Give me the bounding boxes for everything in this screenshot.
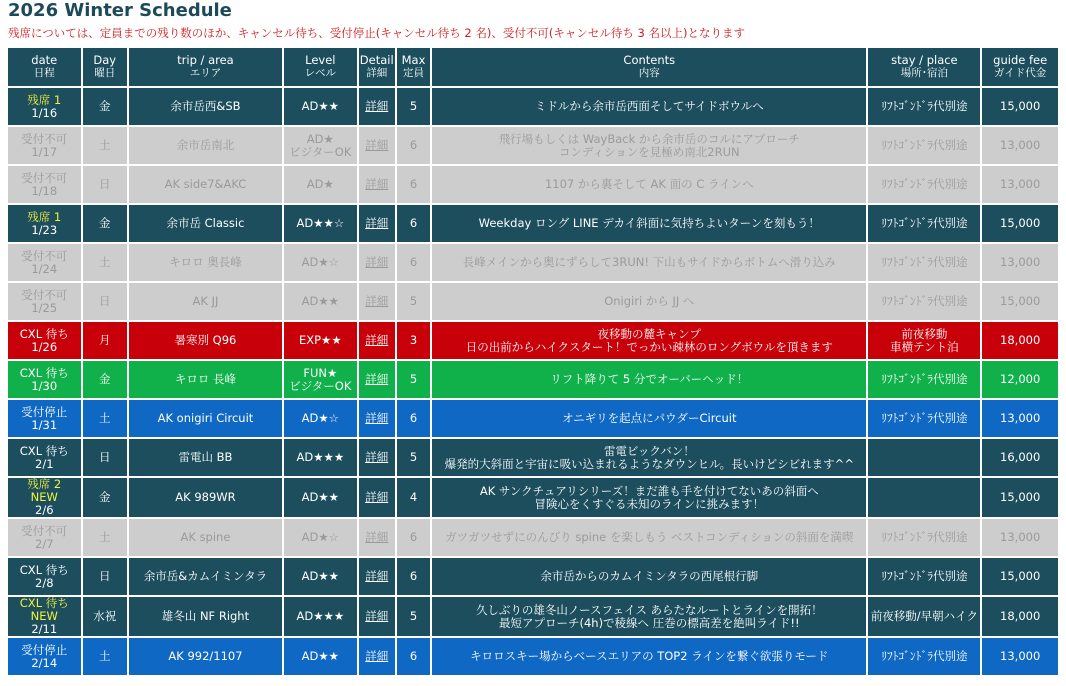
col-header-fee: guide fee ガイド代金	[982, 48, 1058, 86]
cell-max: 6	[397, 400, 430, 437]
contents-line-1: 雷電ビックバン！	[603, 443, 695, 458]
cell-detail	[359, 400, 395, 437]
cell-fee: 15,000	[982, 558, 1058, 595]
cell-fee: 15,000	[982, 205, 1058, 242]
cell-day: 土	[83, 519, 127, 556]
detail-link[interactable]: 詳細	[365, 99, 389, 113]
cell-date	[8, 322, 81, 359]
col-header-date: date 日程	[8, 48, 81, 86]
cell-contents	[432, 322, 866, 359]
cell-day: 日	[83, 283, 127, 320]
cell-max: 5	[397, 361, 430, 398]
schedule-body	[8, 88, 1058, 675]
level-value: AD★☆	[301, 530, 339, 544]
table-row	[8, 519, 1058, 556]
contents-line-1: オニギリを起点にパウダーCircuit	[562, 411, 737, 425]
cell-max: 6	[397, 244, 430, 281]
contents-line-1: ミドルから余市岳西面そしてサイドボウルへ	[534, 99, 764, 113]
cell-contents	[432, 519, 866, 556]
cell-max: 6	[397, 558, 430, 595]
table-row	[8, 638, 1058, 675]
cell-day: 日	[83, 558, 127, 595]
stay-line-1: ﾘﾌﾄｺﾞﾝﾄﾞﾗ代別途	[881, 216, 968, 230]
cell-trip: AK side7&AKC	[129, 166, 282, 203]
availability-status: CXL 待ち	[19, 365, 69, 380]
table-row	[8, 558, 1058, 595]
cell-max: 5	[397, 283, 430, 320]
stay-line-1: ﾘﾌﾄｺﾞﾝﾄﾞﾗ代別途	[881, 569, 968, 583]
cell-fee: 16,000	[982, 439, 1058, 476]
cell-fee: 13,000	[982, 400, 1058, 437]
contents-line-1: Weekday ロング LINE デカイ斜面に気持ちよいターンを刻もう！	[478, 216, 820, 230]
detail-link[interactable]: 詳細	[365, 411, 389, 425]
new-badge: NEW	[30, 609, 58, 623]
cell-trip: 雷電山 BB	[129, 439, 282, 476]
cell-trip: キロロ 奥長峰	[129, 244, 282, 281]
level-value: FUN★	[303, 365, 338, 380]
cell-date	[8, 400, 81, 437]
cell-day: 金	[83, 205, 127, 242]
cell-level	[284, 88, 357, 125]
schedule-table	[6, 46, 1060, 677]
stay-line-1: ﾘﾌﾄｺﾞﾝﾄﾞﾗ代別途	[881, 649, 968, 663]
level-value: AD★☆	[301, 255, 339, 269]
cell-detail	[359, 439, 395, 476]
cell-contents	[432, 638, 866, 675]
cell-contents	[432, 597, 866, 636]
cell-day: 金	[83, 88, 127, 125]
cell-fee: 18,000	[982, 597, 1058, 636]
cell-detail	[359, 558, 395, 595]
contents-line-1: リフト降りて 5 分でオーバーヘッド！	[550, 372, 749, 386]
level-value: AD★★	[301, 294, 339, 308]
cell-detail	[359, 597, 395, 636]
stay-line-2: 車横テント泊	[890, 339, 959, 354]
trip-date: 1/16	[31, 105, 58, 120]
detail-link[interactable]: 詳細	[365, 609, 389, 623]
stay-line-1: ﾘﾌﾄｺﾞﾝﾄﾞﾗ代別途	[881, 255, 968, 269]
table-row	[8, 400, 1058, 437]
cell-contents	[432, 205, 866, 242]
contents-line-1: キロロスキー場からベースエリアの TOP2 ラインを繋ぐ欲張りモード	[470, 649, 829, 663]
cell-stay	[868, 88, 980, 125]
trip-date: 1/25	[31, 300, 58, 315]
table-row	[8, 597, 1058, 636]
cell-date	[8, 166, 81, 203]
stay-line-1: ﾘﾌﾄｺﾞﾝﾄﾞﾗ代別途	[881, 294, 968, 308]
level-value: AD★★☆	[296, 216, 345, 230]
cell-stay	[868, 322, 980, 359]
contents-line-1: 余市岳からのカムイミンタラの西尾根行脚	[540, 569, 759, 583]
trip-date: 1/31	[31, 417, 58, 432]
level-value: AD★	[306, 131, 334, 146]
cell-level	[284, 166, 357, 203]
cell-fee: 13,000	[982, 166, 1058, 203]
cell-max: 6	[397, 127, 430, 164]
contents-line-1: AK サンクチュアリシリーズ！まだ誰も手を付けてないあの斜面へ	[479, 483, 819, 498]
contents-line-2: 日の出前からハイクスタート！でっかい疎林のロングボウルを頂きます	[465, 339, 833, 354]
cell-fee: 15,000	[982, 478, 1058, 517]
cell-stay	[868, 638, 980, 675]
cell-level	[284, 638, 357, 675]
stay-line-1: ﾘﾌﾄｺﾞﾝﾄﾞﾗ代別途	[881, 372, 968, 386]
cell-date	[8, 361, 81, 398]
cell-day: 日	[83, 166, 127, 203]
detail-link[interactable]: 詳細	[365, 569, 389, 583]
cell-contents	[432, 244, 866, 281]
cell-date	[8, 558, 81, 595]
availability-status: 受付不可	[21, 287, 68, 302]
cell-trip: キロロ 長峰	[129, 361, 282, 398]
cell-level	[284, 597, 357, 636]
level-value: AD★★★	[296, 609, 345, 623]
cell-contents	[432, 283, 866, 320]
stay-line-1: ﾘﾌﾄｺﾞﾝﾄﾞﾗ代別途	[881, 177, 968, 191]
cell-detail	[359, 283, 395, 320]
availability-status: CXL 待ち	[19, 443, 69, 458]
cell-stay	[868, 244, 980, 281]
col-header-day: Day 曜日	[83, 48, 127, 86]
cell-max: 5	[397, 597, 430, 636]
cell-detail	[359, 205, 395, 242]
cell-day: 土	[83, 127, 127, 164]
cell-max: 6	[397, 205, 430, 242]
cell-date	[8, 127, 81, 164]
detail-link[interactable]: 詳細	[365, 216, 389, 230]
cell-level	[284, 322, 357, 359]
level-value: AD★★	[301, 569, 339, 583]
col-header-stay: stay / place 場所･宿泊	[868, 48, 980, 86]
detail-link[interactable]: 詳細	[365, 177, 389, 191]
trip-date: 1/26	[31, 339, 58, 354]
col-header-max: Max 定員	[397, 48, 430, 86]
cell-level	[284, 283, 357, 320]
detail-link[interactable]: 詳細	[365, 490, 389, 504]
cell-level	[284, 127, 357, 164]
table-row	[8, 166, 1058, 203]
cell-max: 5	[397, 88, 430, 125]
stay-line-1: ﾘﾌﾄｺﾞﾝﾄﾞﾗ代別途	[881, 411, 968, 425]
cell-date	[8, 638, 81, 675]
cell-level	[284, 205, 357, 242]
stay-line-1: ﾘﾌﾄｺﾞﾝﾄﾞﾗ代別途	[881, 530, 968, 544]
cell-trip: 雄冬山 NF Right	[129, 597, 282, 636]
level-value: AD★★★	[296, 450, 345, 464]
cell-contents	[432, 558, 866, 595]
cell-trip: AK 989WR	[129, 478, 282, 517]
level-note: ビジターOK	[289, 378, 352, 393]
col-header-level: Level レベル	[284, 48, 357, 86]
cell-fee: 13,000	[982, 519, 1058, 556]
availability-status: 受付不可	[21, 131, 68, 146]
contents-line-2: コンディションを見極め南北2RUN	[558, 144, 740, 159]
col-header-trip: trip / area エリア	[129, 48, 282, 86]
contents-line-2: 冒険心をくすぐる未知のラインに挑みます！	[534, 496, 765, 511]
contents-line-1: 夜移動の麓キャンプ	[597, 326, 702, 341]
cell-detail	[359, 322, 395, 359]
trip-date: 2/7	[35, 536, 54, 551]
trip-date: 1/17	[31, 144, 58, 159]
cell-max: 6	[397, 166, 430, 203]
detail-link[interactable]: 詳細	[365, 255, 389, 269]
availability-status: 受付不可	[21, 170, 68, 185]
table-row	[8, 244, 1058, 281]
availability-status: CXL 待ち	[19, 597, 69, 610]
cell-max: 6	[397, 638, 430, 675]
cell-trip: 余市岳 Classic	[129, 205, 282, 242]
availability-status: 受付停止	[21, 404, 68, 419]
cell-contents	[432, 439, 866, 476]
cell-stay	[868, 439, 980, 476]
cell-trip: 暑寒別 Q96	[129, 322, 282, 359]
trip-date: 1/18	[31, 183, 58, 198]
cell-trip: AK spine	[129, 519, 282, 556]
cell-contents	[432, 88, 866, 125]
cell-stay	[868, 597, 980, 636]
contents-line-1: ガツガツせずにのんびり spine を楽しもう ベストコンディションの斜面を満喫	[445, 530, 854, 544]
level-value: AD★★	[301, 649, 339, 663]
trip-date: 2/6	[35, 503, 54, 517]
cell-fee: 13,000	[982, 244, 1058, 281]
detail-link[interactable]: 詳細	[365, 138, 389, 152]
cell-stay	[868, 361, 980, 398]
table-row	[8, 283, 1058, 320]
availability-status: 残席 1	[27, 209, 62, 224]
contents-line-1: Onigiri から JJ へ	[604, 294, 695, 308]
availability-status: 受付停止	[21, 642, 68, 657]
contents-line-1: 長峰メインから奥にずらして3RUN! 下山もサイドからボトムへ滑り込み	[462, 255, 836, 269]
table-row	[8, 439, 1058, 476]
trip-date: 2/1	[35, 456, 54, 471]
availability-status: CXL 待ち	[19, 562, 69, 577]
trip-date: 1/23	[31, 222, 58, 237]
cell-trip: 余市岳南北	[129, 127, 282, 164]
contents-line-2: 最短アプローチ(4h)で稜線へ 圧巻の標高差を絶叫ライド!!	[498, 615, 800, 630]
availability-status: 残席 2	[27, 478, 62, 491]
availability-note: 残席については、定員までの残り数のほか、キャンセル待ち、受付停止(キャンセル待ち 2 名)、受付不可(キャンセル待ち 3 名以上)となります	[8, 26, 745, 40]
detail-link[interactable]: 詳細	[365, 372, 389, 386]
col-header-contents: Contents 内容	[432, 48, 866, 86]
cell-max: 4	[397, 478, 430, 517]
cell-level	[284, 244, 357, 281]
cell-date	[8, 205, 81, 242]
cell-fee: 12,000	[982, 361, 1058, 398]
cell-detail	[359, 361, 395, 398]
cell-contents	[432, 166, 866, 203]
level-value: AD★☆	[301, 411, 339, 425]
cell-level	[284, 558, 357, 595]
table-row	[8, 205, 1058, 242]
stay-line-1: 前夜移動/早朝ハイク	[870, 609, 978, 623]
cell-date	[8, 283, 81, 320]
cell-level	[284, 478, 357, 517]
trip-date: 1/24	[31, 261, 58, 276]
cell-stay	[868, 283, 980, 320]
cell-date	[8, 519, 81, 556]
cell-detail	[359, 519, 395, 556]
cell-fee: 15,000	[982, 283, 1058, 320]
cell-trip: AK JJ	[129, 283, 282, 320]
detail-link[interactable]: 詳細	[365, 530, 389, 544]
cell-detail	[359, 244, 395, 281]
cell-date	[8, 478, 81, 517]
trip-date: 2/14	[31, 655, 58, 670]
cell-contents	[432, 127, 866, 164]
cell-level	[284, 361, 357, 398]
cell-fee: 18,000	[982, 322, 1058, 359]
cell-contents	[432, 361, 866, 398]
stay-line-1: ﾘﾌﾄｺﾞﾝﾄﾞﾗ代別途	[881, 138, 968, 152]
cell-stay	[868, 127, 980, 164]
cell-stay	[868, 205, 980, 242]
page-title: 2026 Winter Schedule	[8, 0, 232, 21]
contents-line-1: 1107 から裏そして AK 面の C ラインへ	[544, 177, 754, 191]
cell-max: 5	[397, 439, 430, 476]
stay-line-1: 前夜移動	[901, 326, 948, 341]
cell-trip: 余市岳西&SB	[129, 88, 282, 125]
cell-fee: 15,000	[982, 88, 1058, 125]
cell-day: 金	[83, 361, 127, 398]
detail-link[interactable]: 詳細	[365, 294, 389, 308]
detail-link[interactable]: 詳細	[365, 450, 389, 464]
cell-detail	[359, 478, 395, 517]
cell-day: 土	[83, 400, 127, 437]
table-row	[8, 478, 1058, 517]
cell-day: 月	[83, 322, 127, 359]
cell-level	[284, 439, 357, 476]
cell-day: 金	[83, 478, 127, 517]
cell-stay	[868, 519, 980, 556]
contents-line-1: 久しぶりの雄冬山ノースフェイス あらたなルートとラインを開拓！	[475, 602, 823, 617]
cell-date	[8, 88, 81, 125]
availability-status: CXL 待ち	[19, 326, 69, 341]
cell-max: 3	[397, 322, 430, 359]
cell-day: 土	[83, 638, 127, 675]
cell-day: 土	[83, 244, 127, 281]
level-value: AD★★	[301, 490, 339, 504]
cell-stay	[868, 478, 980, 517]
level-note: ビジターOK	[289, 144, 352, 159]
cell-fee: 13,000	[982, 638, 1058, 675]
level-value: EXP★★	[298, 333, 342, 347]
table-header-row	[8, 48, 1058, 86]
detail-link[interactable]: 詳細	[365, 333, 389, 347]
table-row	[8, 88, 1058, 125]
detail-link[interactable]: 詳細	[365, 649, 389, 663]
table-row	[8, 127, 1058, 164]
cell-level	[284, 400, 357, 437]
cell-trip: 余市岳&カムイミンタラ	[129, 558, 282, 595]
cell-stay	[868, 166, 980, 203]
trip-date: 1/30	[31, 378, 58, 393]
cell-date	[8, 244, 81, 281]
new-badge: NEW	[30, 490, 58, 504]
cell-level	[284, 519, 357, 556]
cell-fee: 13,000	[982, 127, 1058, 164]
cell-trip: AK onigiri Circuit	[129, 400, 282, 437]
cell-detail	[359, 638, 395, 675]
cell-max: 6	[397, 519, 430, 556]
col-header-detail: Detail 詳細	[359, 48, 395, 86]
cell-detail	[359, 127, 395, 164]
stay-line-1: ﾘﾌﾄｺﾞﾝﾄﾞﾗ代別途	[881, 99, 968, 113]
cell-date	[8, 439, 81, 476]
cell-contents	[432, 400, 866, 437]
availability-status: 残席 1	[27, 92, 62, 107]
table-row	[8, 322, 1058, 359]
cell-day: 日	[83, 439, 127, 476]
availability-status: 受付不可	[21, 523, 68, 538]
availability-status: 受付不可	[21, 248, 68, 263]
contents-line-2: 爆発的大斜面と宇宙に吸い込まれるようなダウンヒル。長いけどシビれます^^	[444, 456, 854, 471]
cell-stay	[868, 558, 980, 595]
cell-contents	[432, 478, 866, 517]
cell-detail	[359, 88, 395, 125]
cell-stay	[868, 400, 980, 437]
cell-detail	[359, 166, 395, 203]
level-value: AD★★	[301, 99, 339, 113]
trip-date: 2/8	[35, 575, 54, 590]
trip-date: 2/11	[31, 622, 58, 636]
cell-date	[8, 597, 81, 636]
contents-line-1: 飛行場もしくは WayBack から余市岳のコルにアプローチ	[498, 131, 800, 146]
cell-trip: AK 992/1107	[129, 638, 282, 675]
cell-day: 水祝	[83, 597, 127, 636]
table-row	[8, 361, 1058, 398]
level-value: AD★	[306, 177, 334, 191]
